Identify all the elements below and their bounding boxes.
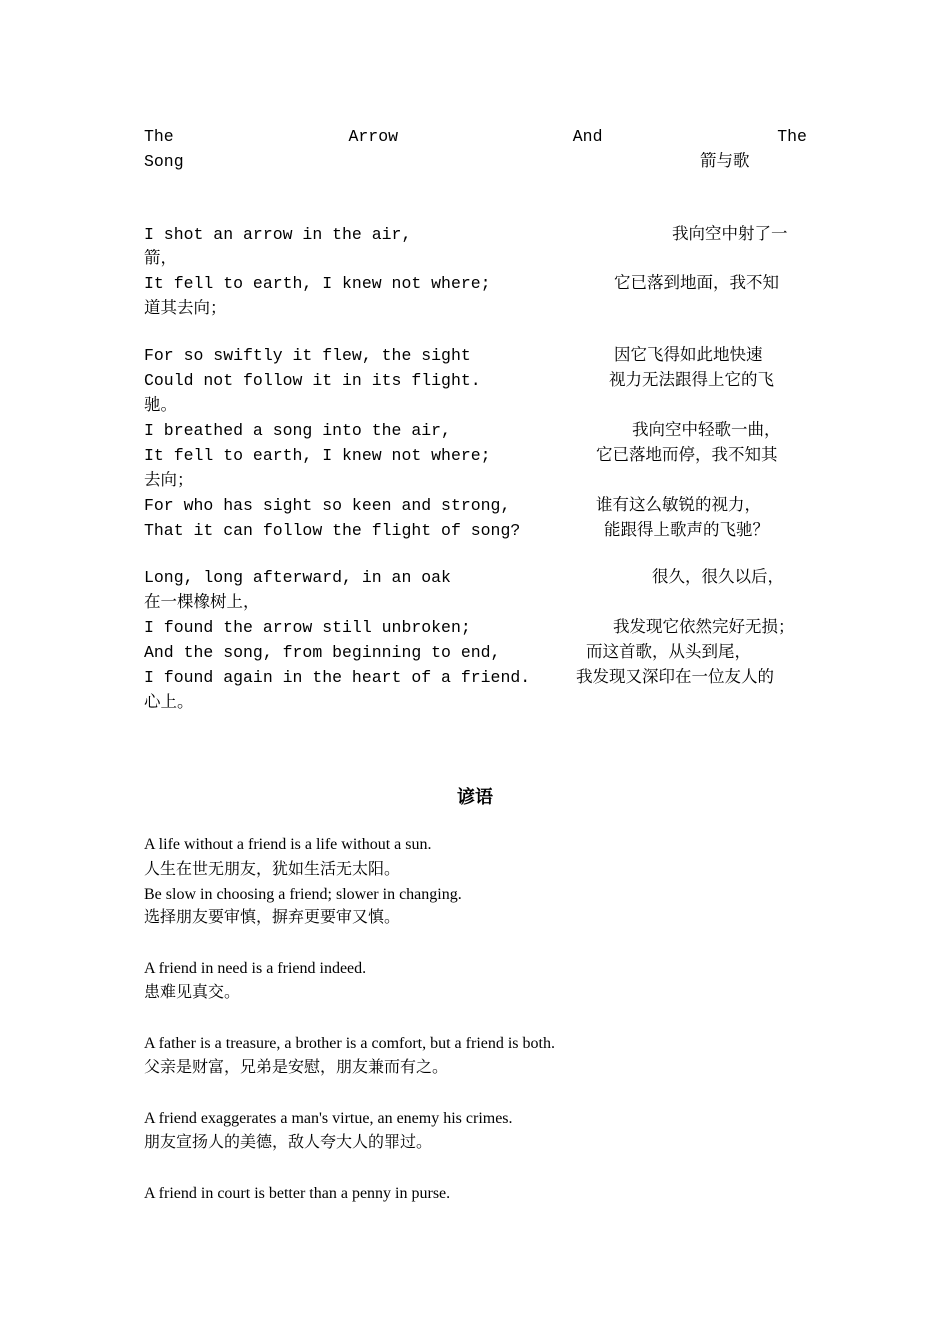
poem-line-en: I found the arrow still unbroken; <box>144 618 471 637</box>
poem-line-wrap: 箭， <box>144 249 177 268</box>
poem-line-en: It fell to earth, I knew not where; <box>144 446 491 465</box>
poem-line-en: Long, long afterward, in an oak <box>144 568 451 587</box>
poem-line-cn: 它已落到地面，我不知 <box>614 274 779 293</box>
proverb-en: A friend exaggerates a man's virtue, an enemy his crimes. <box>144 1110 513 1127</box>
poem-line-cn: 视力无法跟得上它的飞 <box>609 371 774 390</box>
proverb-cn: 患难见真交。 <box>144 984 241 1001</box>
poem-line-wrap: 去向； <box>144 471 194 490</box>
poem-line-en: For who has sight so keen and strong, <box>144 496 511 515</box>
poem-line-cn: 我发现它依然完好无损； <box>613 618 795 637</box>
proverb-cn: 父亲是财富，兄弟是安慰，朋友兼而有之。 <box>144 1059 449 1076</box>
poem-line-en: I found again in the heart of a friend. <box>144 668 531 687</box>
poem-line-wrap: 驰。 <box>144 396 177 415</box>
poem-line-en: It fell to earth, I knew not where; <box>144 274 491 293</box>
poem-title-word: The <box>144 127 174 146</box>
poem-line-cn: 它已落地而停，我不知其 <box>596 446 778 465</box>
poem-line-wrap: 心上。 <box>144 693 194 712</box>
poem-title-word: And <box>572 127 603 146</box>
proverb-en: A friend in need is a friend indeed. <box>144 960 367 977</box>
poem-title-word: Song <box>144 152 184 171</box>
poem-line-cn: 因它飞得如此地快速 <box>614 346 763 365</box>
poem-line-cn: 我向空中轻歌一曲， <box>632 421 781 440</box>
proverb-cn: 选择朋友要审慎，摒弃更要审又慎。 <box>144 909 401 926</box>
poem-title-word: Arrow <box>348 127 398 146</box>
poem-line-cn: 我发现又深印在一位友人的 <box>576 668 774 687</box>
poem-line-cn: 谁有这么敏锐的视力， <box>596 496 761 515</box>
proverbs-heading: 谚语 <box>457 787 493 807</box>
proverb-en: Be slow in choosing a friend; slower in changing. <box>144 886 462 903</box>
proverb-en: A friend in court is better than a penny in purse. <box>144 1185 451 1202</box>
poem-title-row <box>144 127 807 147</box>
poem-line-en: Could not follow it in its flight. <box>144 371 481 390</box>
poem-line-en: I breathed a song into the air, <box>144 421 451 440</box>
poem-title-cn: 箭与歌 <box>700 152 750 171</box>
poem-line-cn: 我向空中射了一 <box>672 225 788 244</box>
poem-line-cn: 能跟得上歌声的飞驰？ <box>604 521 769 540</box>
poem-line-cn: 很久，很久以后， <box>652 568 784 587</box>
proverb-cn: 人生在世无朋友，犹如生活无太阳。 <box>144 861 401 878</box>
proverb-en: A father is a treasure, a brother is a comfort, but a friend is both. <box>144 1035 555 1052</box>
poem-line-en: For so swiftly it flew, the sight <box>144 346 471 365</box>
proverb-en: A life without a friend is a life without a sun. <box>144 836 432 853</box>
poem-line-cn: 而这首歌，从头到尾， <box>586 643 751 662</box>
poem-title-word: The <box>777 127 807 146</box>
poem-line-en: That it can follow the flight of song? <box>144 521 521 540</box>
poem-line-wrap: 在一棵橡树上， <box>144 593 260 612</box>
poem-line-en: I shot an arrow in the air, <box>144 225 412 244</box>
proverb-cn: 朋友宣扬人的美德，敌人夸大人的罪过。 <box>144 1134 433 1151</box>
poem-line-en: And the song, from beginning to end, <box>144 643 501 662</box>
poem-line-wrap: 道其去向； <box>144 299 227 318</box>
